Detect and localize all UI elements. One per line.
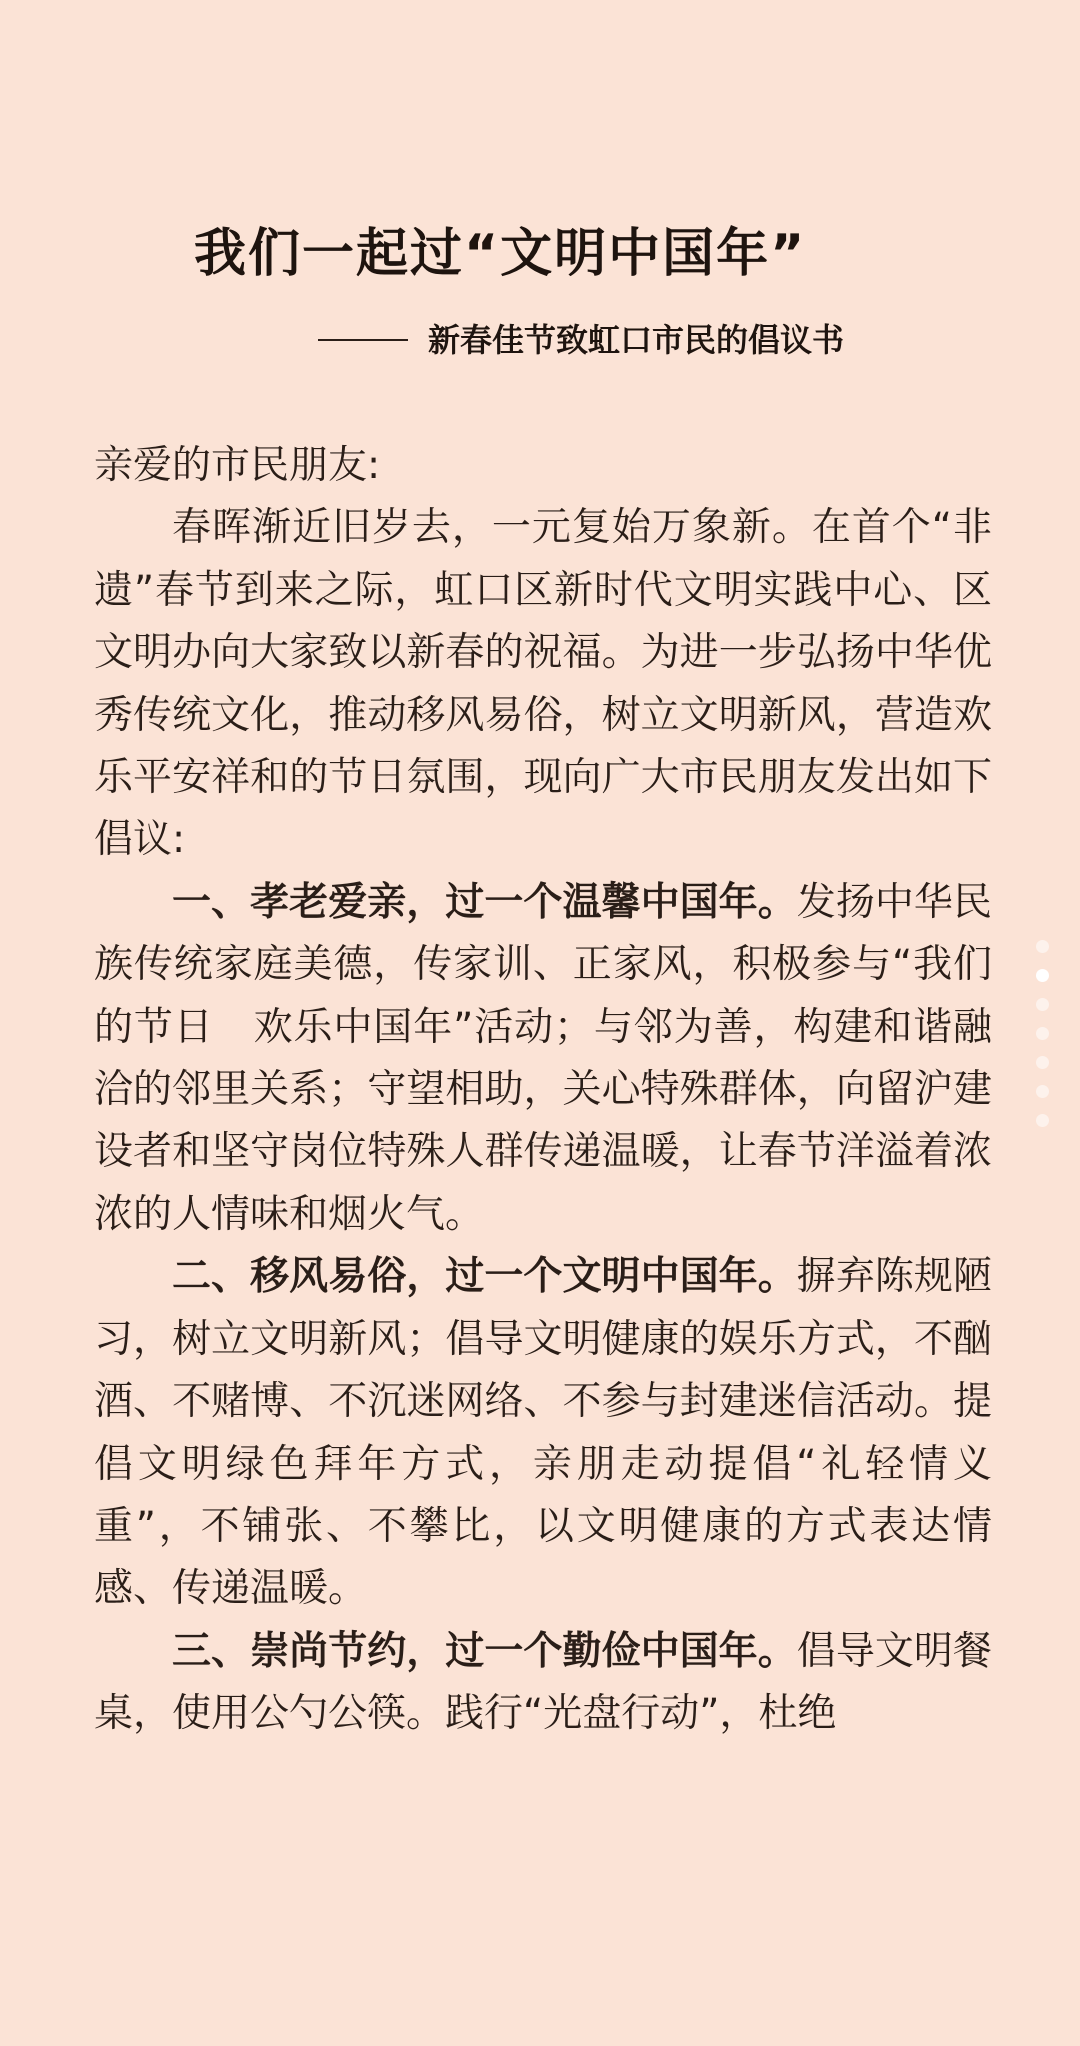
section-text-3: 倡导文明餐桌，使用公勺公筷。践行“光盘行动”，杜绝 bbox=[94, 1628, 992, 1737]
page-dot-2[interactable] bbox=[1036, 969, 1049, 982]
subtitle-text: 新春佳节致虹口市民的倡议书 bbox=[428, 321, 845, 359]
page-dot-6[interactable] bbox=[1036, 1085, 1049, 1098]
section-heading-2: 二、移风易俗，过一个文明中国年。 bbox=[172, 1254, 797, 1300]
subtitle-dash bbox=[318, 339, 408, 341]
salutation: 亲爱的市民朋友: bbox=[94, 443, 381, 488]
page-indicator[interactable] bbox=[1036, 940, 1052, 1143]
page-dot-1[interactable] bbox=[1036, 940, 1049, 953]
document-subtitle bbox=[318, 318, 844, 362]
page-dot-3[interactable] bbox=[1036, 998, 1049, 1011]
section-text-2: 摒弃陈规陋习，树立文明新风；倡导文明健康的娱乐方式，不酗酒、不赌博、不沉迷网络、不参与封建迷信活动。提倡文明绿色拜年方式，亲朋走动提倡“礼轻情义重”，不铺张、不攀比，以文明健康的方式表达情感、传递温暖。 bbox=[94, 1254, 992, 1612]
section-heading-1: 一、孝老爱亲，过一个温馨中国年。 bbox=[172, 879, 797, 925]
page-dot-5[interactable] bbox=[1036, 1056, 1049, 1069]
intro-paragraph: 春晖渐近旧岁去，一元复始万象新。在首个“非遗”春节到来之际，虹口区新时代文明实践中心、区文明办向大家致以新春的祝福。为进一步弘扬中华优秀传统文化，推动移风易俗，树立文明新风，营造欢乐平安祥和的节日氛围，现向广大市民朋友发出如下倡议: bbox=[94, 505, 992, 863]
page-dot-4[interactable] bbox=[1036, 1027, 1049, 1040]
section-paragraph-2 bbox=[94, 1246, 992, 1620]
document-body bbox=[94, 435, 992, 1746]
page-dot-7[interactable] bbox=[1036, 1114, 1049, 1127]
section-text-1: 发扬中华民族传统家庭美德，传家训、正家风，积极参与“我们的节日 欢乐中国年”活动；与邻为善，构建和谐融洽的邻里关系；守望相助，关心特殊群体，向留沪建设者和坚守岗位特殊人群传递温暖，让春节洋溢着浓浓的人情味和烟火气。 bbox=[94, 879, 992, 1237]
section-heading-3: 三、崇尚节约，过一个勤俭中国年。 bbox=[172, 1628, 797, 1674]
section-paragraph-1 bbox=[94, 872, 992, 1246]
section-paragraph-3 bbox=[94, 1621, 992, 1746]
document-title: 我们一起过“文明中国年” bbox=[194, 224, 807, 284]
